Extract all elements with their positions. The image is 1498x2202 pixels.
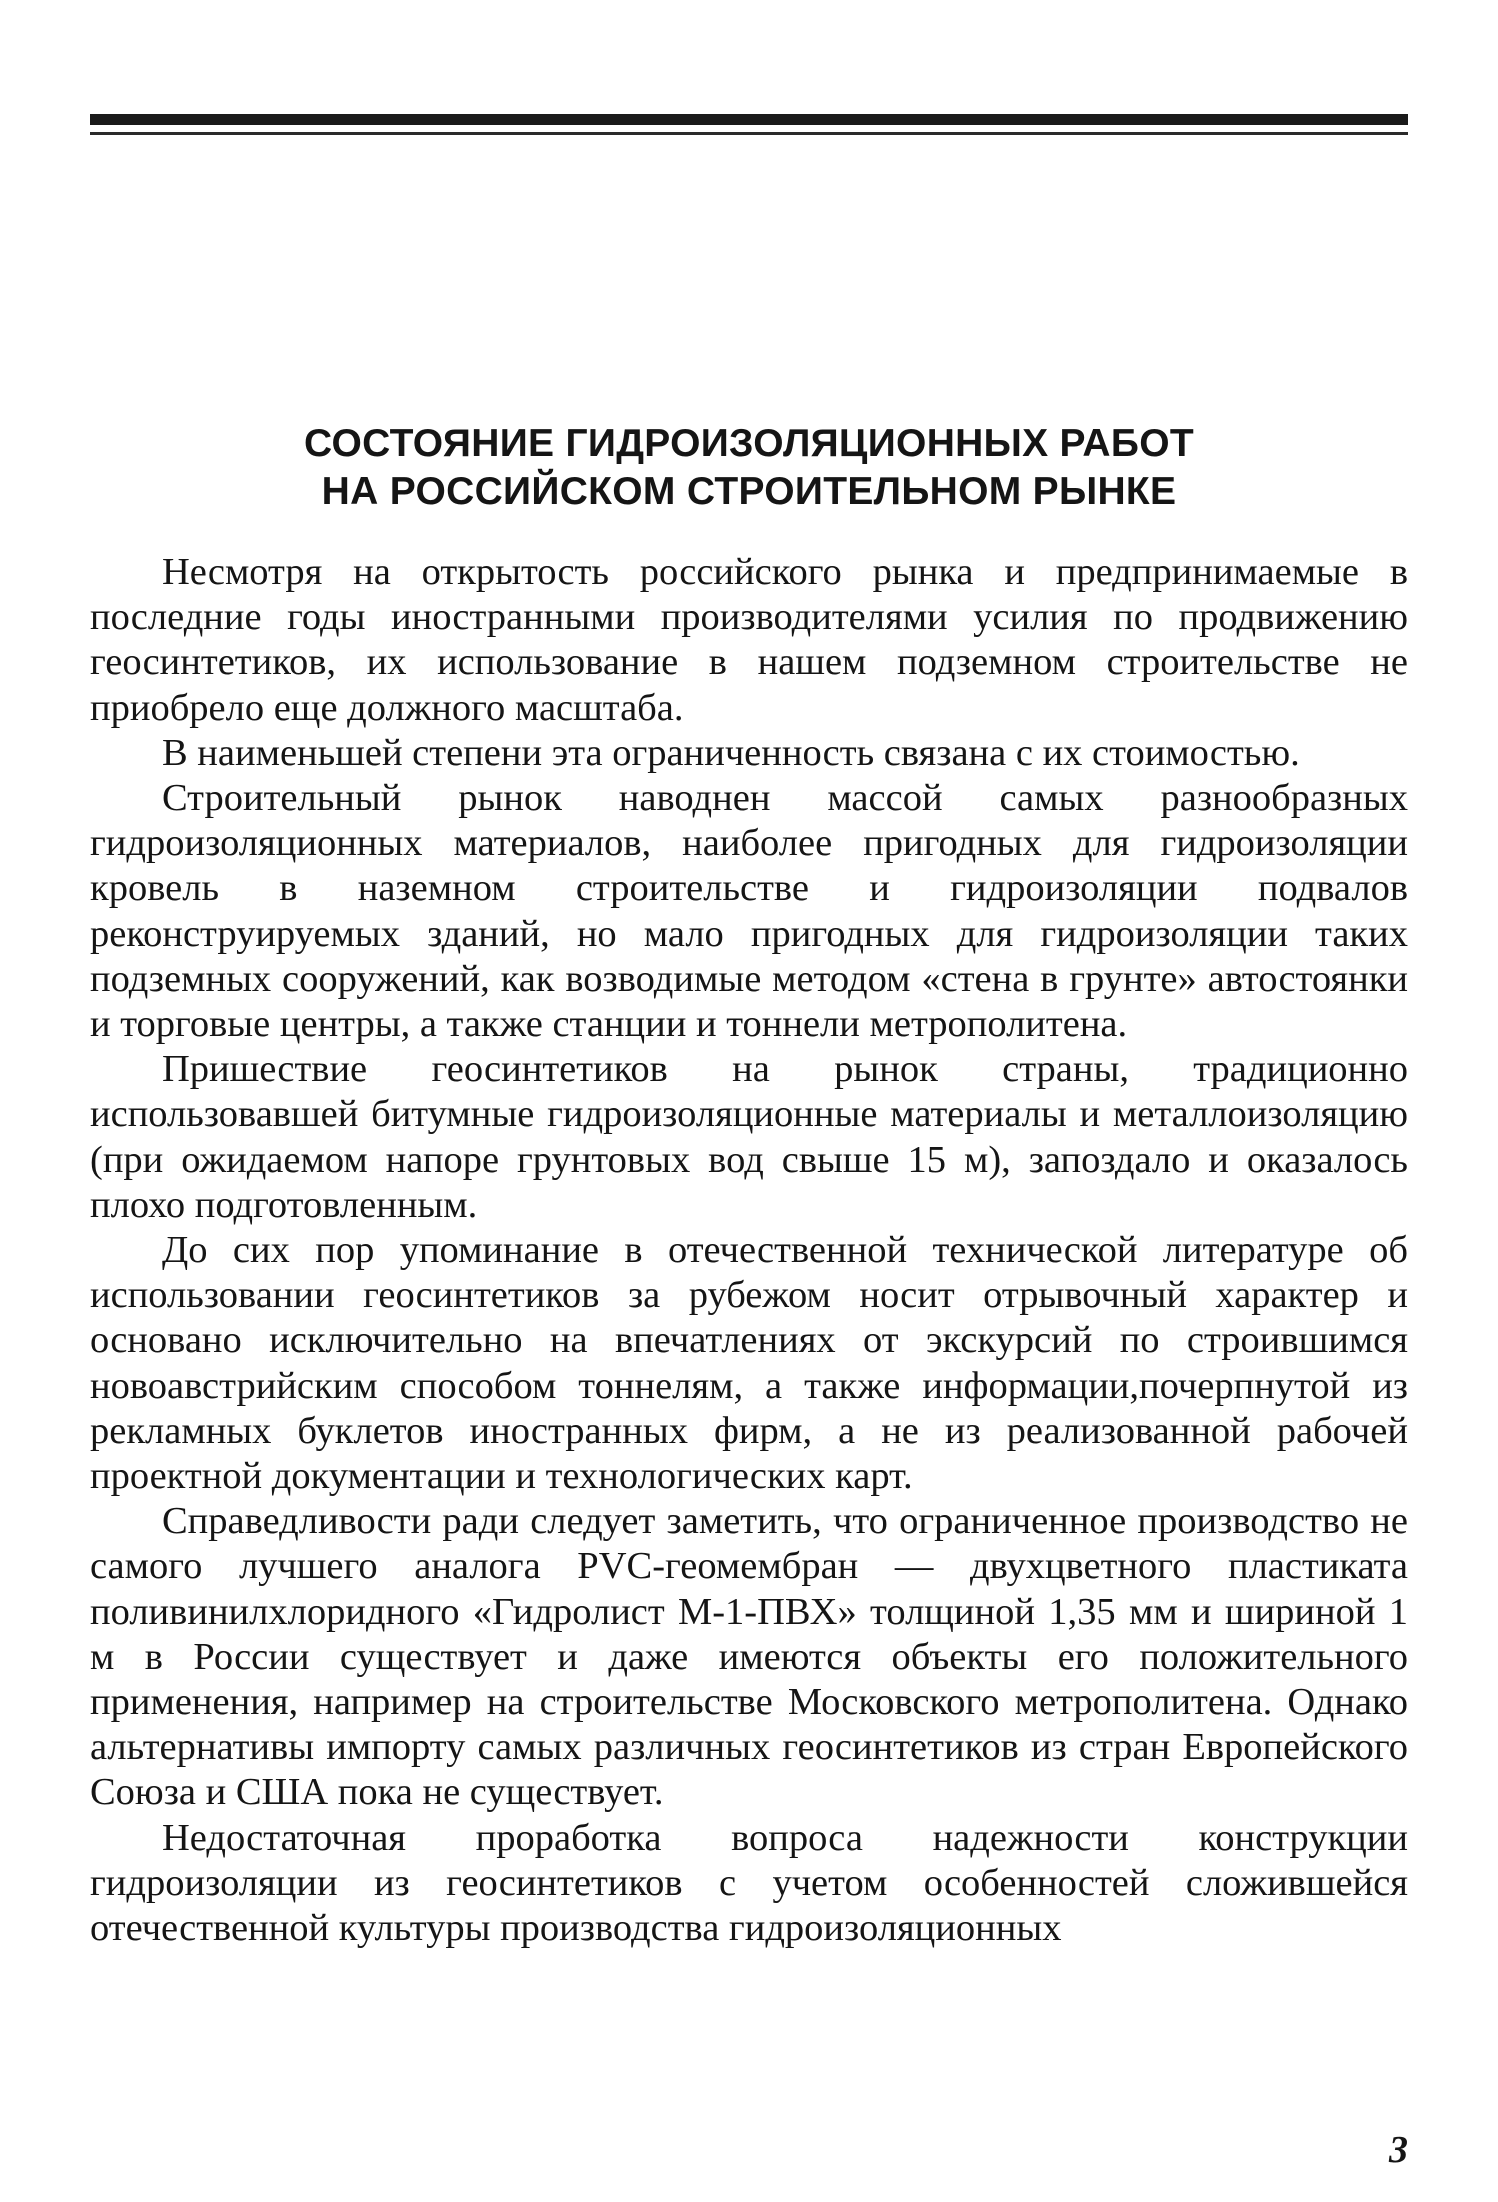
paragraph-3: Строительный рынок наводнен массой самых разнообразных гидроизоляционных материалов, наиболее пригодных для гидроизоляции кровель в наземном строительстве и гидроизоляции подвалов реконструируемых зданий, но мало пригодных для гидроизоляции таких подземных сооружений, как возводимые методом «стена в грунте» автостоянки и торговые центры, а также станции и тоннели метрополитена.	[90, 777, 1408, 1046]
header-rule-thin	[90, 132, 1408, 135]
paragraph-5: До сих пор упоминание в отечественной технической литературе об использовании геосинтетиков за рубежом носит отрывочный характер и основано исключительно на впечатлениях от экскурсий по строившимся новоавстрийским способом тоннелям, а также информации,почерпнутой из рекламных буклетов иностранных фирм, а не из реализованной рабочей проектной документации и технологических карт.	[90, 1229, 1408, 1498]
chapter-title-line-2: НА РОССИЙСКОМ СТРОИТЕЛЬНОМ РЫНКЕ	[321, 470, 1177, 513]
chapter-title	[90, 420, 1408, 516]
paragraph-2: В наименьшей степени эта ограниченность связана с их стоимостью.	[162, 731, 1300, 774]
paragraph-6: Справедливости ради следует заметить, что ограниченное производство не самого лучшего аналога PVC-геомембран — двухцветного пластиката поливинилхлоридного «Гидролист М-1-ПВХ» толщиной 1,35 мм и шириной 1 м в России существует и даже имеются объекты его положительного применения, например на строительстве Московского метрополитена. Однако альтернативы импорту самых различных геосинтетиков из стран Европейского Союза и США пока не существует.	[90, 1500, 1408, 1814]
paragraph-7: Недостаточная проработка вопроса надежности конструкции гидроизоляции из геосинтетиков с учетом особенностей сложившейся отечественной культуры производства гидроизоляционных	[90, 1816, 1408, 1950]
header-rule-thick	[90, 114, 1408, 125]
paragraph-4: Пришествие геосинтетиков на рынок страны, традиционно использовавшей битумные гидроизоляционные материалы и металлоизоляцию (при ожидаемом напоре грунтовых вод свыше 15 м), запоздало и оказалось плохо подготовленным.	[90, 1048, 1408, 1226]
chapter-title-line-1: СОСТОЯНИЕ ГИДРОИЗОЛЯЦИОННЫХ РАБОТ	[304, 422, 1194, 465]
body-text	[90, 550, 1408, 1951]
paragraph-1: Несмотря на открытость российского рынка и предпринимаемые в последние годы иностранными производителями усилия по продвижению геосинтетиков, их использование в нашем подземном строительстве не приобрело еще должного масштаба.	[90, 551, 1408, 729]
page-number: 3	[1389, 2129, 1408, 2171]
